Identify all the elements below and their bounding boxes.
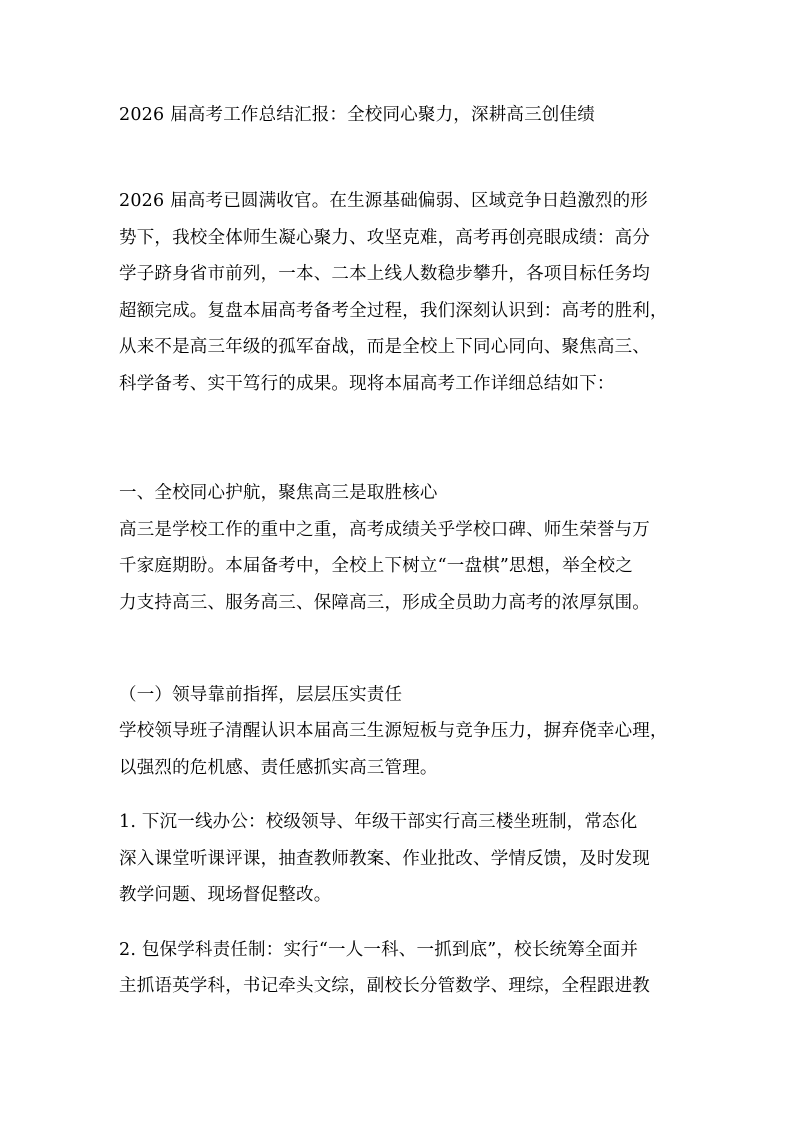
intro-line-1: 2026 届高考已圆满收官。在生源基础偏弱、区域竞争日趋激烈的形 bbox=[119, 191, 648, 211]
item2-line-2: 主抓语英学科，书记牵头文综，副校长分管数学、理综，全程跟进教 bbox=[119, 976, 650, 996]
item2-line-1: 2. 包保学科责任制：实行“一人一科、一抓到底”，校长统筹全面并 bbox=[119, 940, 639, 960]
section1-line-1: 高三是学校工作的重中之重，高考成绩关乎学校口碑、师生荣誉与万 bbox=[119, 520, 650, 540]
item1-line-1: 1. 下沉一线办公：校级领导、年级干部实行高三楼坐班制，常态化 bbox=[119, 812, 638, 832]
section1-line-3: 力支持高三、服务高三、保障高三，形成全员助力高考的浓厚氛围。 bbox=[119, 593, 650, 613]
intro-line-6: 科学备考、实干笃行的成果。现将本届高考工作详细总结如下： bbox=[119, 374, 615, 394]
intro-line-4: 超额完成。复盘本届高考备考全过程，我们深刻认识到：高考的胜利， bbox=[119, 301, 668, 321]
subsection1-line-1: 学校领导班子清醒认识本届高三生源短板与竞争压力，摒弃侥幸心理， bbox=[119, 721, 668, 741]
item1-line-2: 深入课堂听课评课，抽查教师教案、作业批改、学情反馈，及时发现 bbox=[119, 849, 650, 869]
section1-heading: 一、全校同心护航，聚焦高三是取胜核心 bbox=[119, 483, 438, 503]
subsection1-heading: （一）领导靠前指挥，层层压实责任 bbox=[119, 685, 403, 705]
document-title: 2026 届高考工作总结汇报：全校同心聚力，深耕高三创佳绩 bbox=[119, 105, 595, 125]
item1-line-3: 教学问题、现场督促整改。 bbox=[119, 885, 332, 905]
intro-line-2: 势下，我校全体师生凝心聚力、攻坚克难，高考再创亮眼成绩：高分 bbox=[119, 228, 650, 248]
intro-line-3: 学子跻身省市前列，一本、二本上线人数稳步攀升，各项目标任务均 bbox=[119, 264, 650, 284]
subsection1-line-2: 以强烈的危机感、责任感抓实高三管理。 bbox=[119, 758, 438, 778]
intro-line-5: 从来不是高三年级的孤军奋战，而是全校上下同心同向、聚焦高三、 bbox=[119, 337, 650, 357]
section1-line-2: 千家庭期盼。本届备考中，全校上下树立“一盘棋”思想，举全校之 bbox=[119, 556, 633, 576]
